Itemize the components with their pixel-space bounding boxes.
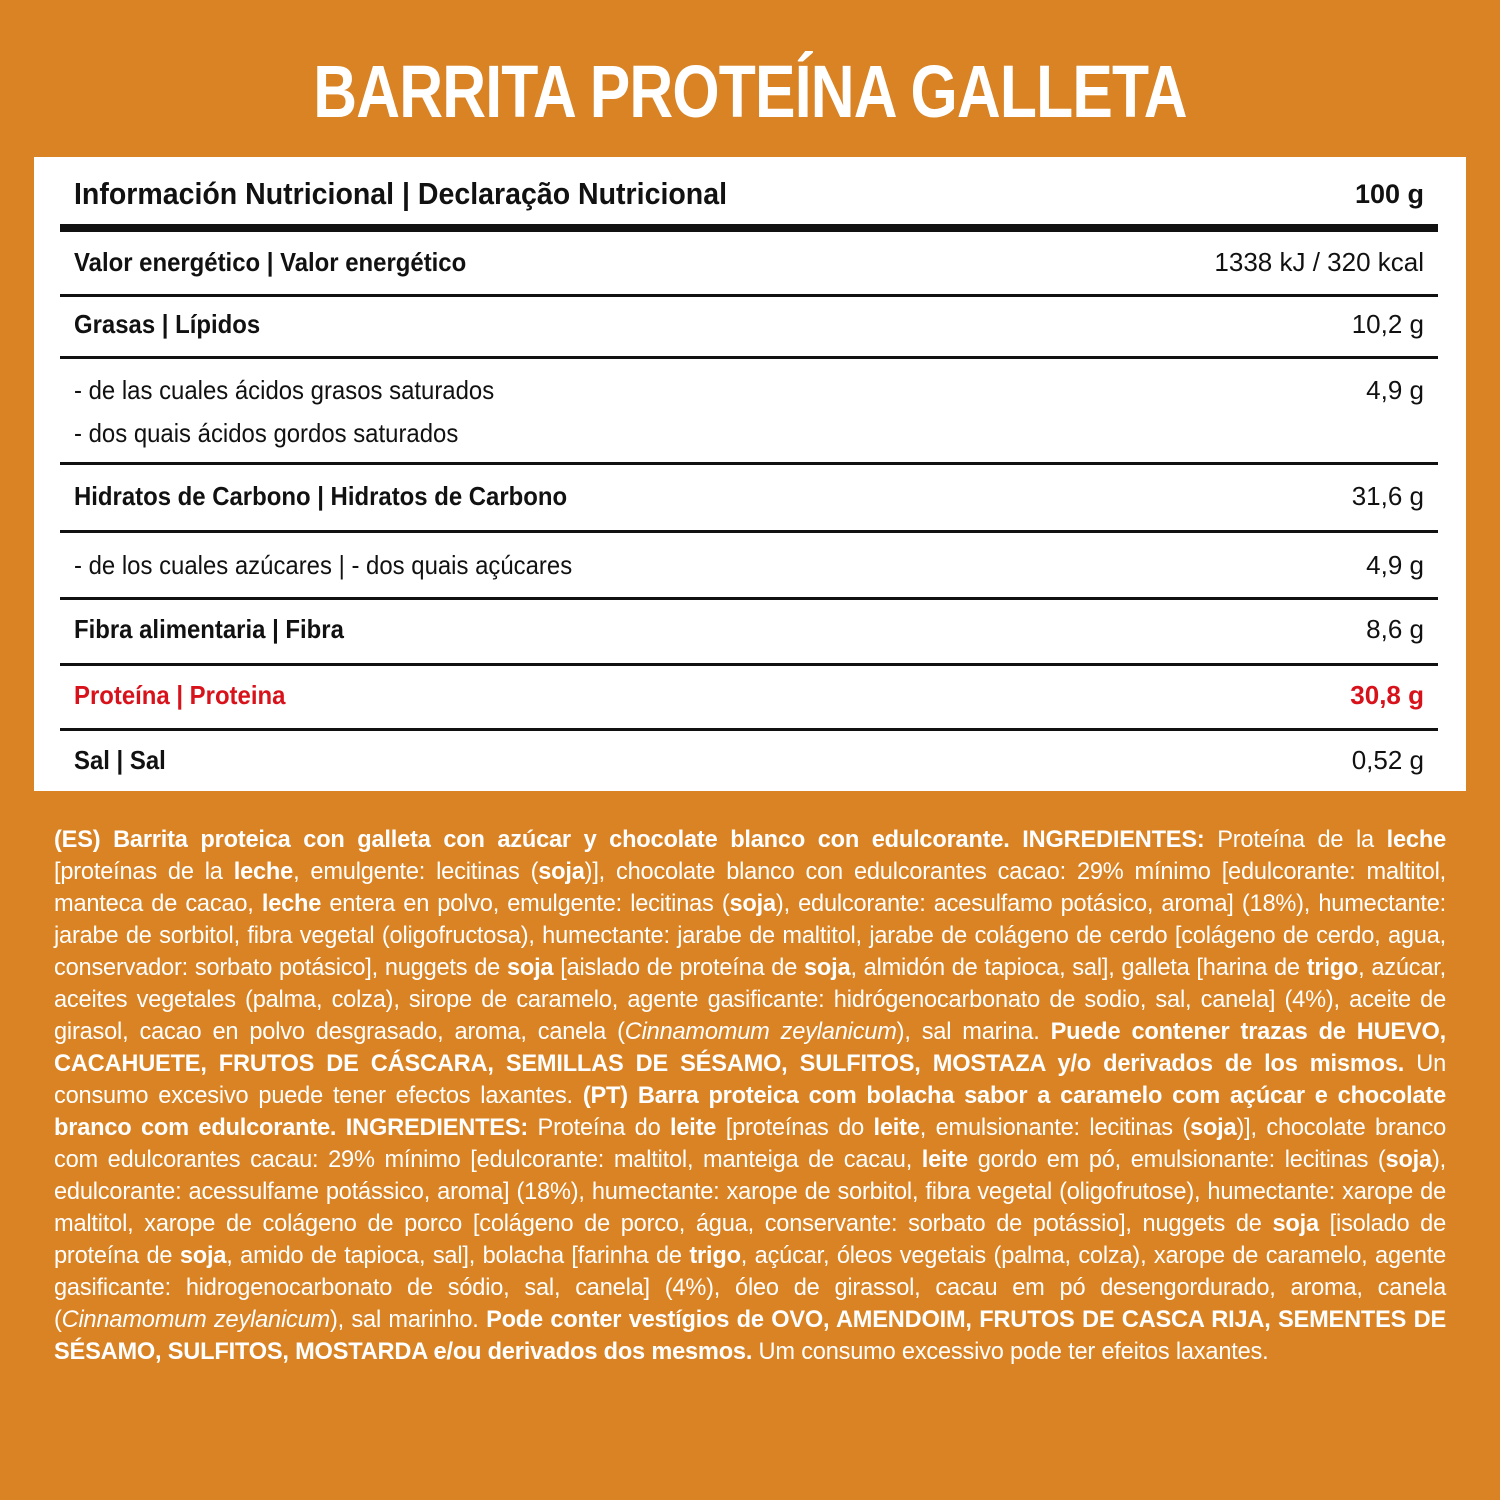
ingredient-segment: Cinnamomum zeylanicum	[61, 1307, 330, 1333]
row-energy	[74, 247, 1424, 278]
row-fibre	[74, 614, 1424, 645]
table-header	[74, 171, 1424, 217]
row-sugars	[74, 550, 1424, 581]
ingredient-segment: ), edulcorante: acesulfamo potásico, aroma] (18%), humectante: jarabe de sorbitol, fibra vegetal (oligofructosa), humectante: jarabe de maltitol, jarabe de colágeno de cerdo [colágeno de cerdo, agua, conservador: sorbato potásico], nuggets de	[54, 891, 1446, 981]
ingredient-segment: soja	[179, 1243, 227, 1269]
ingredient-segment: Proteína de la	[1204, 827, 1387, 853]
row-value: 8,6 g	[1366, 614, 1424, 644]
ingredient-segment: soja	[804, 955, 851, 981]
ingredient-segment: , amido de tapioca, sal], bolacha [farinha de	[226, 1243, 690, 1269]
row-label: Grasas | Lípidos	[74, 309, 261, 339]
ingredient-segment: [proteínas do	[716, 1115, 874, 1141]
ingredient-segment: )], chocolate branco com edulcorantes cacau: 29% mínimo [edulcorante: maltitol, manteiga de cacau,	[54, 1115, 1446, 1173]
row-label: Hidratos de Carbono | Hidratos de Carbono	[74, 481, 568, 511]
ingredient-segment: entera en polvo, emulgente: lecitinas (	[321, 891, 730, 917]
ingredient-segment: leite	[921, 1147, 968, 1173]
row-value: 1338 kJ / 320 kcal	[1214, 247, 1424, 277]
nutrition-table	[34, 157, 1466, 791]
row-saturated-fat	[74, 375, 1424, 449]
ingredient-segment: Um consumo excessivo pode ter efeitos laxantes.	[752, 1339, 1269, 1365]
row-value: 0,52 g	[1351, 745, 1424, 775]
row-value: 31,6 g	[1351, 481, 1424, 511]
ingredient-segment: , azúcar, aceites vegetales (palma, colza), sirope de caramelo, agente gasificante: hidrógenocarbonato de sodio, sal, canela] (4%), aceite de girasol, cacao en polvo desgrasado, aroma, canela (	[54, 955, 1447, 1045]
row-value: 30,8 g	[1350, 680, 1424, 710]
ingredient-segment: Puede contener trazas de HUEVO, CACAHUETE, FRUTOS DE CÁSCARA, SEMILLAS DE SÉSAMO, SULFITOS, MOSTAZA y/o derivados de los mismos.	[54, 1019, 1446, 1077]
ingredients-text	[54, 824, 1446, 1368]
ingredient-segment: ), sal marina.	[896, 1019, 1051, 1045]
ingredient-segment: Pode conter vestígios de OVO, AMENDOIM, FRUTOS DE CASCA RIJA, SEMENTES DE SÉSAMO, SULFITOS, MOSTARDA e/ou derivados dos mesmos.	[54, 1307, 1446, 1365]
row-label: - de los cuales azúcares | - dos quais açúcares	[74, 550, 573, 580]
ingredient-segment: soja	[506, 955, 554, 981]
row-value: 10,2 g	[1351, 309, 1424, 339]
ingredient-segment: ), sal marinho.	[329, 1307, 487, 1333]
ingredient-segment: Un consumo excesivo puede tener efectos laxantes.	[54, 1051, 1446, 1109]
row-label: Fibra alimentaria | Fibra	[74, 614, 344, 644]
ingredient-segment: (ES) Barrita proteica con galleta con azúcar y chocolate blanco con edulcorante. INGREDIENTES:	[54, 827, 1205, 853]
ingredient-segment: [aislado de proteína de	[553, 955, 805, 981]
ingredient-segment: soja	[1385, 1147, 1432, 1173]
ingredient-segment: [isolado de proteína de	[54, 1211, 1446, 1269]
row-carbohydrates	[74, 481, 1424, 512]
ingredient-segment: soja	[1272, 1211, 1319, 1237]
ingredient-segment: Proteína do	[528, 1115, 670, 1141]
row-label	[74, 375, 494, 449]
ingredient-segment: )], chocolate blanco con edulcorantes cacao: 29% mínimo [edulcorante: maltitol, manteca de cacao,	[54, 859, 1446, 917]
ingredient-segment: ), edulcorante: acessulfame potássico, aroma] (18%), humectante: xarope de sorbitol, fibra vegetal (oligofrutose), humectante: xarope de maltitol, xarope de colágeno de porco [colágeno de porco, água, conservante: sorbato de potássio], nuggets de	[54, 1147, 1446, 1237]
row-fat	[74, 309, 1424, 340]
row-divider	[60, 530, 1438, 533]
header-divider	[60, 224, 1438, 232]
row-divider	[60, 728, 1438, 731]
row-divider	[60, 462, 1438, 465]
ingredient-segment: leche	[233, 859, 294, 885]
row-salt	[74, 745, 1424, 776]
row-label-es: - de las cuales ácidos grasos saturados	[74, 375, 495, 405]
row-divider	[60, 294, 1438, 297]
ingredient-segment: soja	[729, 891, 776, 917]
row-label: Sal | Sal	[74, 745, 166, 775]
product-title: BARRITA PROTEÍNA GALLETA	[313, 50, 1187, 133]
row-label-pt: - dos quais ácidos gordos saturados	[74, 418, 459, 448]
ingredient-segment: , almidón de tapioca, sal], galleta [harina de	[850, 955, 1307, 981]
row-protein	[74, 680, 1424, 711]
ingredient-segment: leche	[261, 891, 322, 917]
header-value: 100 g	[1354, 178, 1424, 209]
ingredient-segment: , açúcar, óleos vegetais (palma, colza), xarope de caramelo, agente gasificante: hidrogenocarbonato de sódio, sal, canela] (4%), óleo de girassol, cacau em pó desengordurado, aroma, canela (	[54, 1243, 1447, 1333]
ingredient-segment: , emulgente: lecitinas (	[293, 859, 539, 885]
ingredient-segment: leite	[873, 1115, 920, 1141]
row-value: 4,9 g	[1366, 550, 1424, 580]
ingredient-segment: trigo	[1306, 955, 1359, 981]
row-divider	[60, 356, 1438, 359]
ingredient-segment: [proteínas de la	[54, 859, 234, 885]
ingredient-segment: leite	[670, 1115, 717, 1141]
row-value: 4,9 g	[1366, 375, 1424, 405]
ingredient-segment: gordo em pó, emulsionante: lecitinas (	[967, 1147, 1386, 1173]
header-label: Información Nutricional | Declaração Nutricional	[74, 176, 727, 211]
row-label: Proteína | Proteina	[74, 680, 286, 710]
ingredient-segment: soja	[1190, 1115, 1237, 1141]
ingredient-segment: soja	[538, 859, 585, 885]
row-divider	[60, 663, 1438, 666]
ingredient-segment: (PT) Barra proteica com bolacha sabor a caramelo com açúcar e chocolate branco com edulcorante. INGREDIENTES:	[54, 1083, 1446, 1141]
row-label: Valor energético | Valor energético	[74, 247, 467, 277]
row-divider	[60, 597, 1438, 600]
ingredient-segment: leche	[1386, 827, 1446, 853]
ingredient-segment: trigo	[689, 1243, 741, 1269]
ingredient-segment: Cinnamomum zeylanicum	[624, 1019, 897, 1045]
ingredient-segment: , emulsionante: lecitinas (	[919, 1115, 1191, 1141]
